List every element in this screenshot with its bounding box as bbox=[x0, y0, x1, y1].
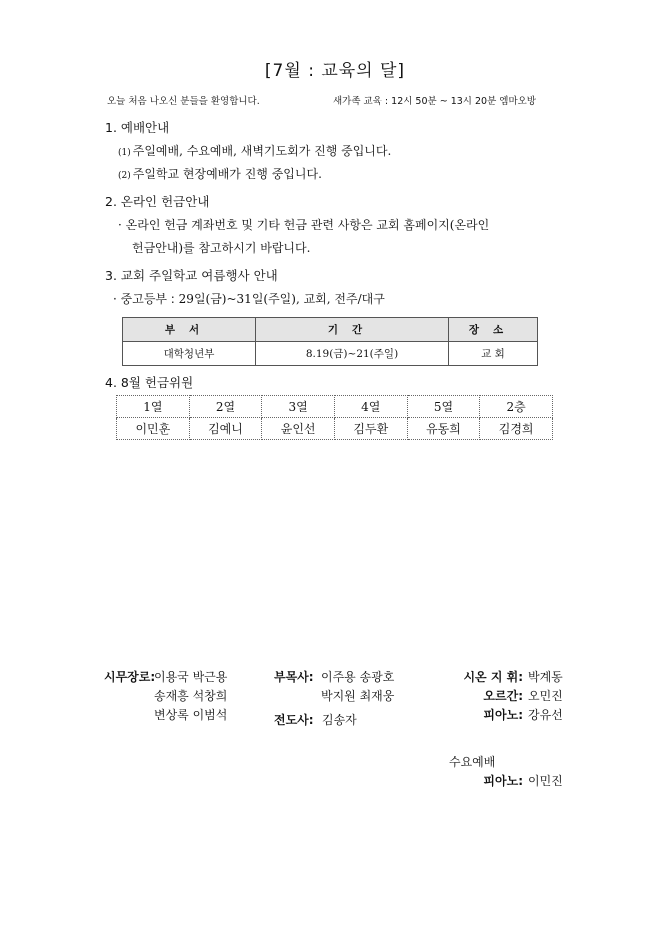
column-label: 2열 bbox=[189, 396, 262, 418]
organist-name: 오민진 bbox=[528, 689, 563, 703]
cell-place: 교 회 bbox=[449, 342, 538, 366]
committee-name: 이민훈 bbox=[117, 418, 190, 440]
elders-line-1: 이용국 박근용 bbox=[154, 670, 228, 684]
welcome-message: 오늘 처음 나오신 분들을 환영합니다. bbox=[107, 96, 260, 107]
zion-conductor-label: 시온 지 휘: bbox=[463, 670, 523, 684]
youth-label: · 중고등부 : bbox=[113, 292, 179, 306]
column-label: 2층 bbox=[480, 396, 553, 418]
elders-label: 시무장로: bbox=[104, 670, 156, 684]
wednesday-service-title: 수요예배 bbox=[449, 755, 496, 769]
wednesday-pianist-name: 이민진 bbox=[528, 774, 563, 788]
section-offering-committee-heading: 4. 8월 헌금위원 bbox=[105, 375, 194, 390]
table-row bbox=[123, 342, 538, 366]
worship-item-1 bbox=[118, 142, 391, 159]
item-number: (1) bbox=[118, 148, 131, 158]
committee-name: 김경희 bbox=[480, 418, 553, 440]
offering-committee-table bbox=[116, 395, 553, 440]
cell-dept: 대학청년부 bbox=[123, 342, 256, 366]
offering-text-line-2: 헌금안내)를 참고하시기 바랍니다. bbox=[132, 241, 311, 255]
committee-name: 김두환 bbox=[334, 418, 407, 440]
section-offering-heading: 2. 온라인 헌금안내 bbox=[105, 194, 210, 209]
youth-schedule bbox=[113, 290, 385, 307]
associate-pastor-line-1: 이주용 송광호 bbox=[321, 670, 395, 684]
associate-pastor-line-2: 박지원 최재웅 bbox=[321, 689, 395, 703]
item-text: 주일예배, 수요예배, 새벽기도회가 진행 중입니다. bbox=[132, 144, 392, 158]
column-label: 4열 bbox=[334, 396, 407, 418]
item-text: 주일학교 현장예배가 진행 중입니다. bbox=[132, 167, 322, 181]
table-row bbox=[117, 396, 553, 418]
committee-name: 윤인선 bbox=[262, 418, 335, 440]
new-family-info: 새가족 교육 : 12시 50분 ~ 13시 20분 엠마오방 bbox=[333, 96, 536, 107]
column-label: 5열 bbox=[407, 396, 480, 418]
item-number: (2) bbox=[118, 171, 131, 181]
section-worship-heading: 1. 예배안내 bbox=[105, 120, 170, 135]
committee-name: 김예니 bbox=[189, 418, 262, 440]
header-place: 장소 bbox=[449, 318, 538, 342]
table-header-row bbox=[123, 318, 538, 342]
elders-line-2: 송재흥 석창희 bbox=[154, 689, 228, 703]
pianist-name: 강유선 bbox=[528, 708, 563, 722]
organist-label: 오르간: bbox=[483, 689, 523, 703]
evangelist-name: 김송자 bbox=[322, 713, 357, 727]
youth-value: 29일(금)~31일(주일), 교회, 전주/대구 bbox=[178, 292, 385, 306]
column-label: 1열 bbox=[117, 396, 190, 418]
header-dept: 부서 bbox=[123, 318, 256, 342]
column-label: 3열 bbox=[262, 396, 335, 418]
summer-event-table bbox=[122, 317, 538, 366]
offering-text-line-1: · 온라인 헌금 계좌번호 및 기타 헌금 관련 사항은 교회 홈페이지(온라인 bbox=[118, 218, 490, 232]
associate-pastor-label: 부목사: bbox=[274, 670, 314, 684]
page-title: [7월 : 교육의 달] bbox=[264, 61, 406, 81]
cell-period: 8.19(금)~21(주일) bbox=[256, 342, 449, 366]
zion-conductor-name: 박계동 bbox=[528, 670, 563, 684]
header-period: 기간 bbox=[256, 318, 449, 342]
pianist-label: 피아노: bbox=[483, 708, 523, 722]
elders-line-3: 변상록 이범석 bbox=[154, 708, 228, 722]
table-row bbox=[117, 418, 553, 440]
wednesday-pianist-label: 피아노: bbox=[483, 774, 523, 788]
evangelist-label: 전도사: bbox=[274, 713, 314, 727]
worship-item-2 bbox=[118, 165, 322, 182]
committee-name: 유동희 bbox=[407, 418, 480, 440]
section-summer-heading: 3. 교회 주일학교 여름행사 안내 bbox=[105, 268, 278, 283]
